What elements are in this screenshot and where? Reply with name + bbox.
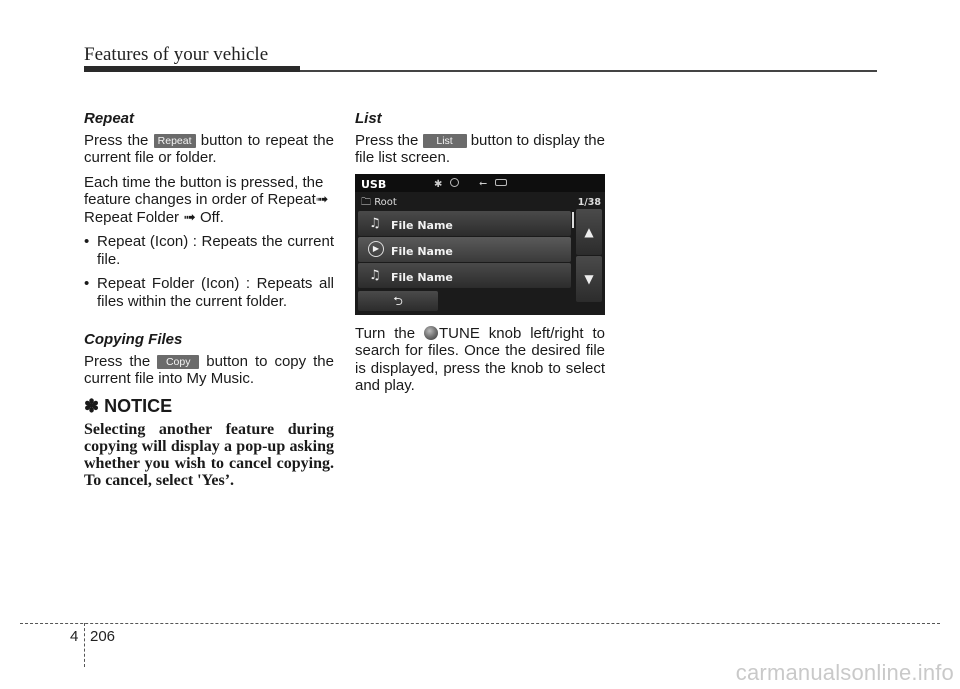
file-list-item [358,263,571,288]
list-para-2 [355,325,605,395]
file-name: File Name [391,218,453,232]
folder-name: Root [374,196,397,208]
bullet-dot: • [84,275,90,292]
repeat-para-1 [84,132,334,167]
list-para-1 [355,132,605,167]
copy-button-label: Copy [157,355,199,369]
folder-icon: 🗀 [361,196,371,208]
middle-column [355,110,605,402]
bullet-text: Repeat (Icon) : Repeats the current file. [97,233,334,268]
scroll-up-icon: ▲ [576,209,602,255]
file-count: 1/38 [577,196,601,208]
repeat-title: Repeat [84,110,135,127]
repeat-bullet-1 [84,233,334,268]
list-title: List [355,110,382,127]
copying-title: Copying Files [84,331,183,348]
screen-source-label: USB [361,177,387,191]
play-icon: ▶ [368,241,384,257]
bullet-text: Repeat Folder (Icon) : Repeats all files within the current folder. [97,275,334,310]
bullet-dot: • [84,233,90,250]
page-number: 206 [90,628,116,645]
notice-icon: ✽ [84,395,100,416]
notice-heading [84,395,334,416]
tune-knob-icon [424,326,438,340]
copying-para [84,353,334,388]
folder-path [361,194,397,212]
text: button to display the file list screen. [355,131,605,166]
watermark: carmanualsonline.info [735,660,954,685]
footer-rule [20,623,940,624]
list-button-label: List [423,134,467,148]
notice-title: NOTICE [104,395,173,416]
battery-icon [495,179,507,186]
left-column [84,110,334,489]
file-list-item [358,211,571,236]
text: TUNE knob left/right to search for files. Once the desired file is displayed, press the knob to select and play. [355,324,605,394]
disc-icon [450,178,459,187]
scroll-indicator [572,212,574,228]
repeat-para-2: Each time the button is pressed, the feature changes in order of Repeat➟ Repeat Folder ➟ Off. [84,173,329,226]
text: Press the [355,131,419,149]
footer-divider [84,623,85,667]
music-note-icon: ♫ [369,215,381,231]
file-list-screen-image [355,174,605,315]
file-list-item [358,237,571,262]
page-header-title: Features of your vehicle [84,44,269,65]
chapter-number: 4 [70,628,79,645]
repeat-bullet-2 [84,275,334,310]
text: Press the [84,352,151,370]
repeat-button-label: Repeat [154,134,196,148]
text: Turn the [355,324,416,342]
notice-body: Selecting another feature during copying will display a pop-up asking whether you wish to cancel copying. To cancel, select 'Yes’. [84,421,334,489]
scroll-down-icon: ▼ [576,256,602,302]
back-icon: ⮌ [358,291,438,311]
text: button to repeat the current file or folder. [84,131,334,166]
header-rule-accent [84,66,300,72]
text: button to copy the current file into My Music. [84,352,334,387]
usb-icon: ⭠ [479,177,487,189]
music-note-icon: ♫ [369,267,381,283]
file-name: File Name [391,270,453,284]
bluetooth-icon: ✱ [434,178,443,190]
file-name: File Name [391,244,453,258]
text: Press the [84,131,149,149]
